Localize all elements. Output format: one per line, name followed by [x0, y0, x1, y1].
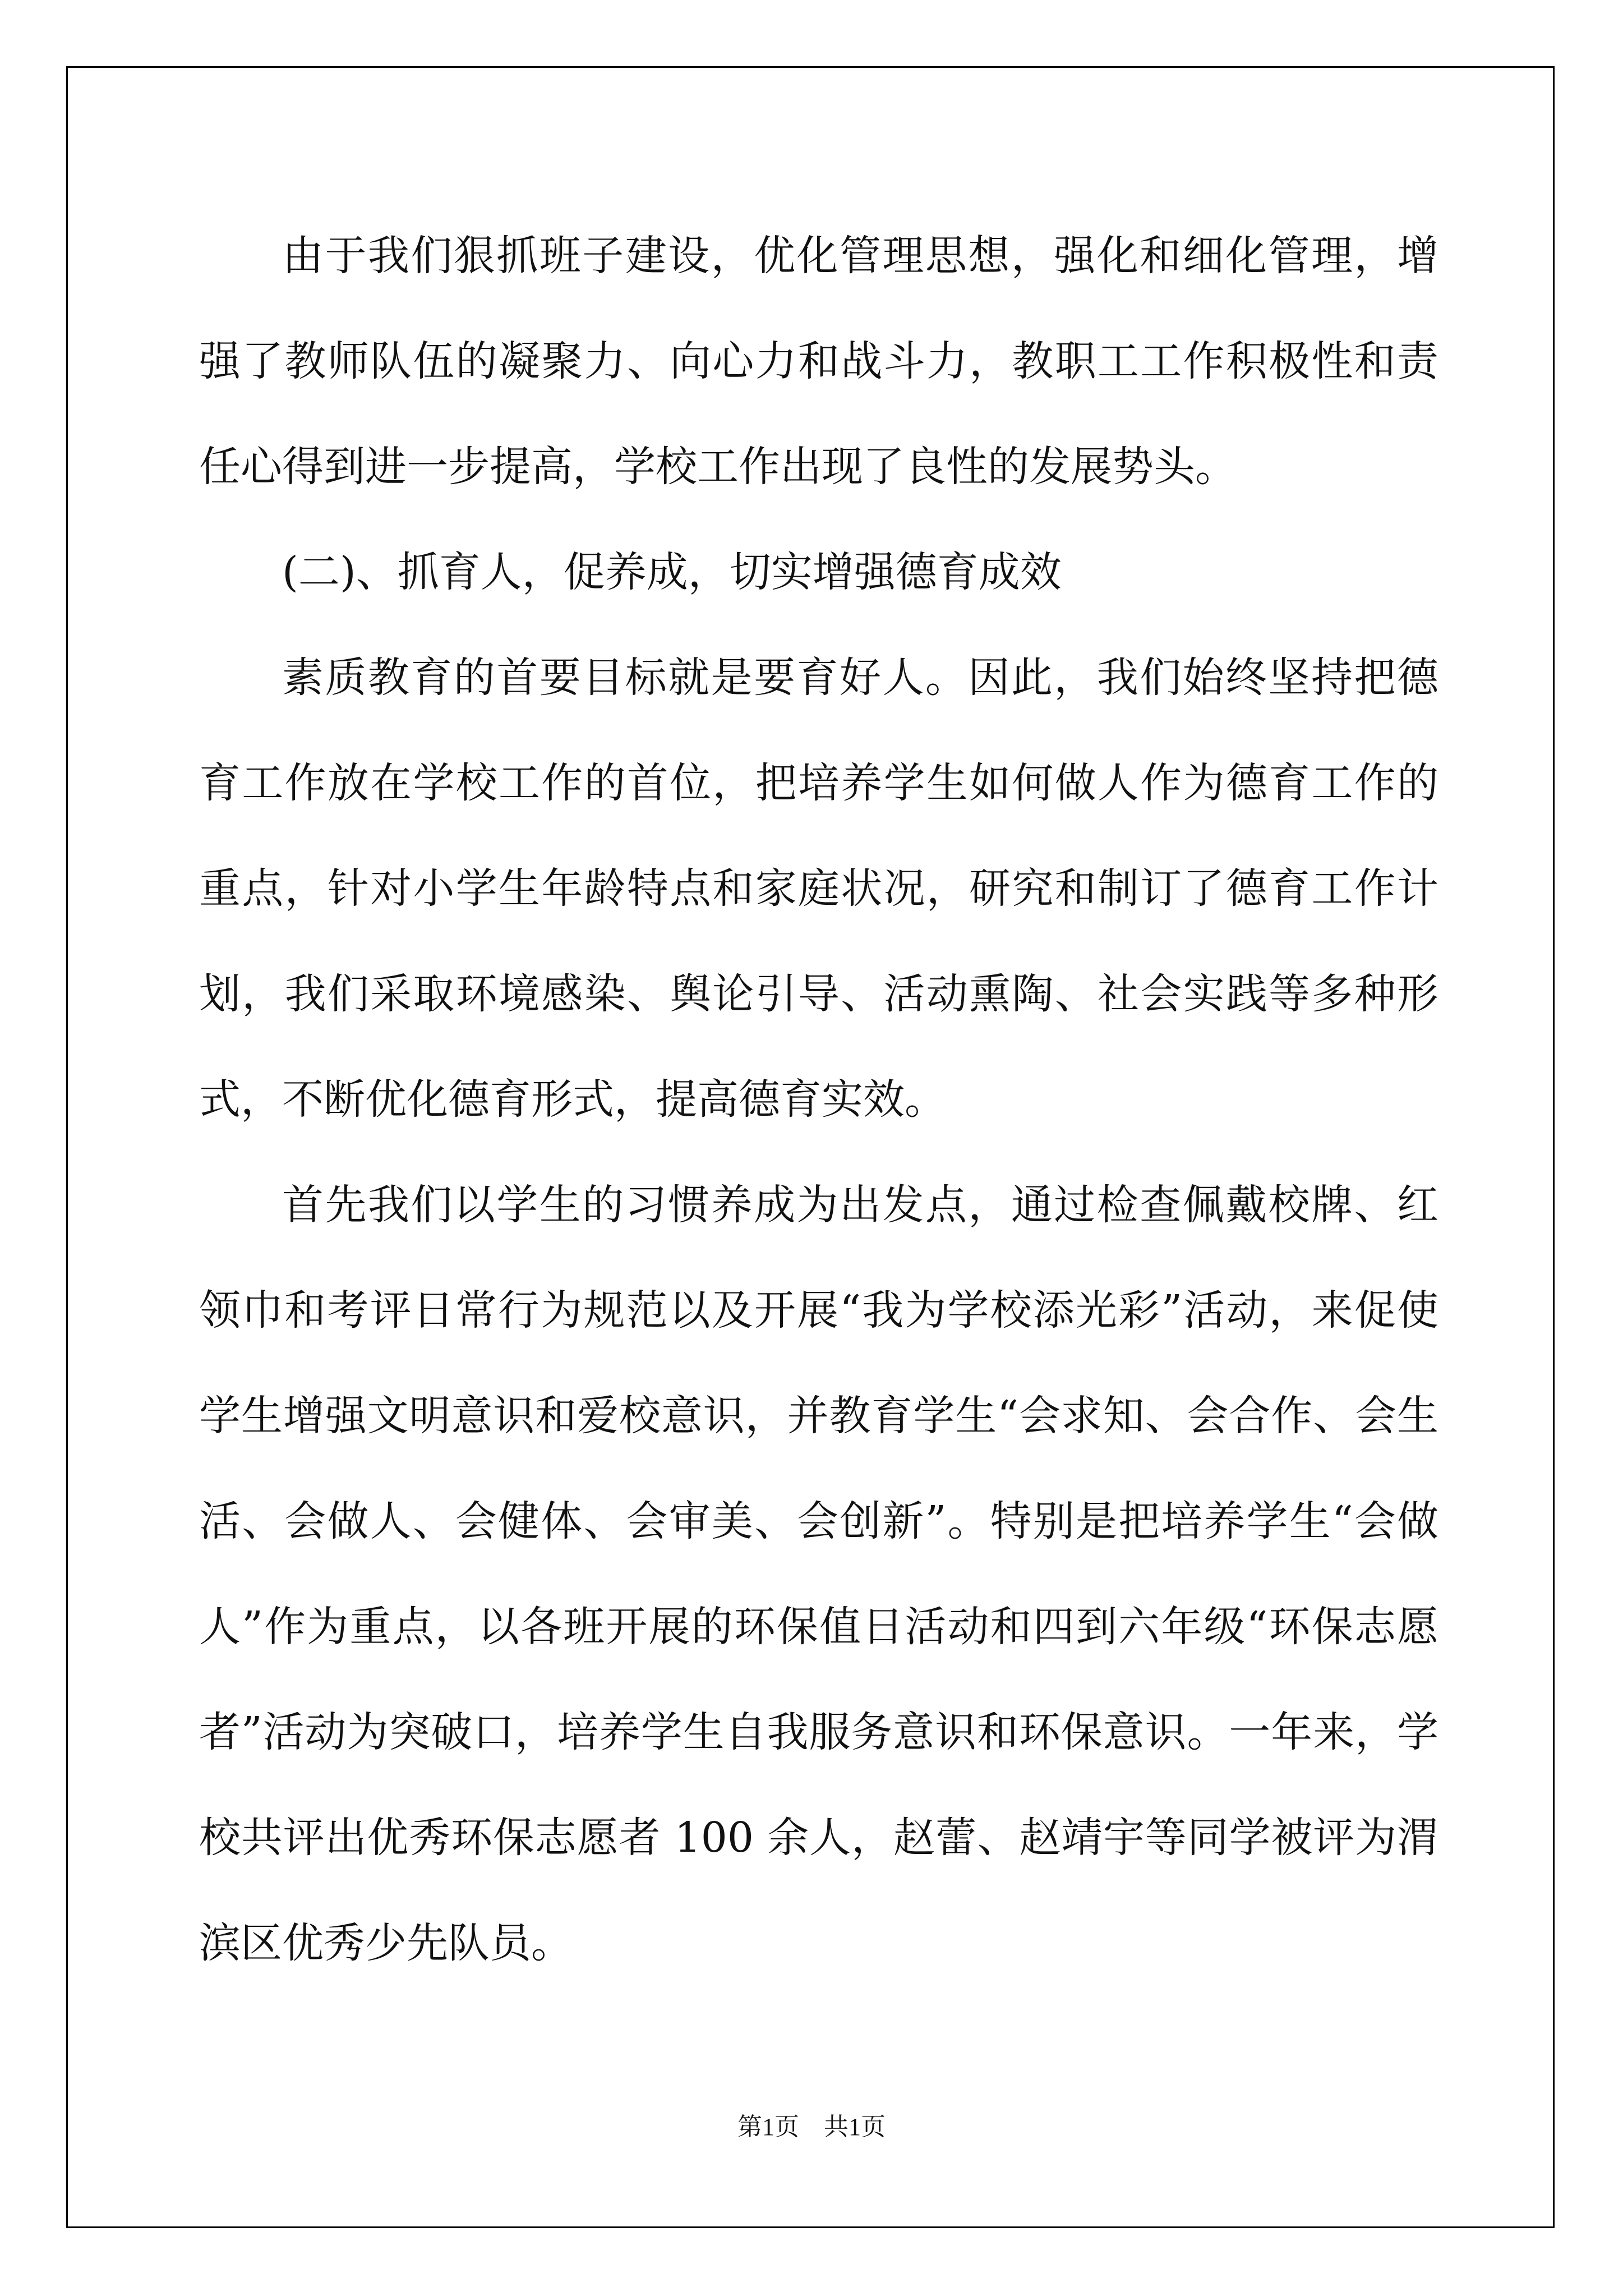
- document-body: [199, 203, 1438, 1996]
- page-footer: 第1页 共1页: [737, 2113, 886, 2141]
- paragraph: 首先我们以学生的习惯养成为出发点，通过检查佩戴校牌、红领巾和考评日常行为规范以及开展“我为学校添光彩”活动，来促使学生增强文明意识和爱校意识，并教育学生“会求知、会合作、会生活、会做人、会健体、会审美、会创新”。特别是把培养学生“会做人”作为重点，以各班开展的环保值日活动和四到六年级“环保志愿者”活动为突破口，培养学生自我服务意识和环保意识。一年来，学校共评出优秀环保志愿者 100 余人，赵蕾、赵靖宇等同学被评为渭滨区优秀少先队员。: [199, 1181, 1438, 1967]
- paragraph: 由于我们狠抓班子建设，优化管理思想，强化和细化管理，增强了教师队伍的凝聚力、向心力和战斗力，教职工工作积极性和责任心得到进一步提高，学校工作出现了良性的发展势头。: [199, 232, 1438, 491]
- paragraph: 素质教育的首要目标就是要育好人。因此，我们始终坚持把德育工作放在学校工作的首位，把培养学生如何做人作为德育工作的重点，针对小学生年龄特点和家庭状况，研究和制订了德育工作计划，我们采取环境感染、舆论引导、活动熏陶、社会实践等多种形式，不断优化德育形式，提高德育实效。: [199, 654, 1438, 1124]
- section-heading: (二)、抓育人，促养成，切实增强德育成效: [282, 548, 1062, 596]
